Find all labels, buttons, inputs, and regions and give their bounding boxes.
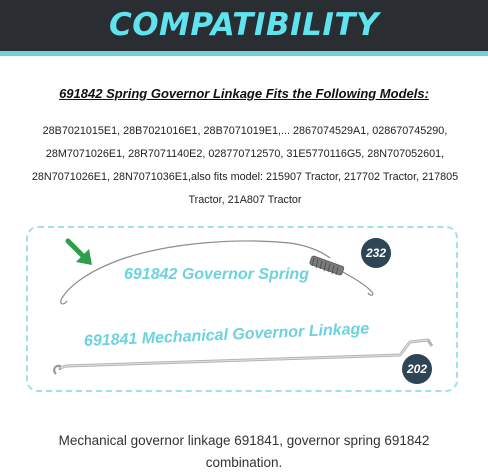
governor-linkage-label: 691841 Mechanical Governor Linkage <box>83 320 370 350</box>
models-heading: 691842 Spring Governor Linkage Fits the Following Models: <box>59 86 429 101</box>
models-list: 28B7021015E1, 28B7021016E1, 28B7071019E1,... 2867074529A1, 028670745290, 28M7071026E1, 28R7071140E2, 028770712570, 31E5770116G5, 28N707052601, 28N7071026E1, 28N7071036E1,also fits model: 215907 Tractor, 217702 Tractor, 217805 Tractor, 21A807 Tractor <box>31 125 459 206</box>
caption: Mechanical governor linkage 691841, governor spring 691842 combination. <box>58 433 430 470</box>
governor-spring-label: 691842 Governor Spring <box>124 266 309 283</box>
governor-linkage-badge: 202 <box>402 354 432 384</box>
banner-title: COMPATIBILITY <box>108 7 380 43</box>
governor-spring-badge: 232 <box>361 238 391 268</box>
green-arrow-icon <box>68 241 92 265</box>
